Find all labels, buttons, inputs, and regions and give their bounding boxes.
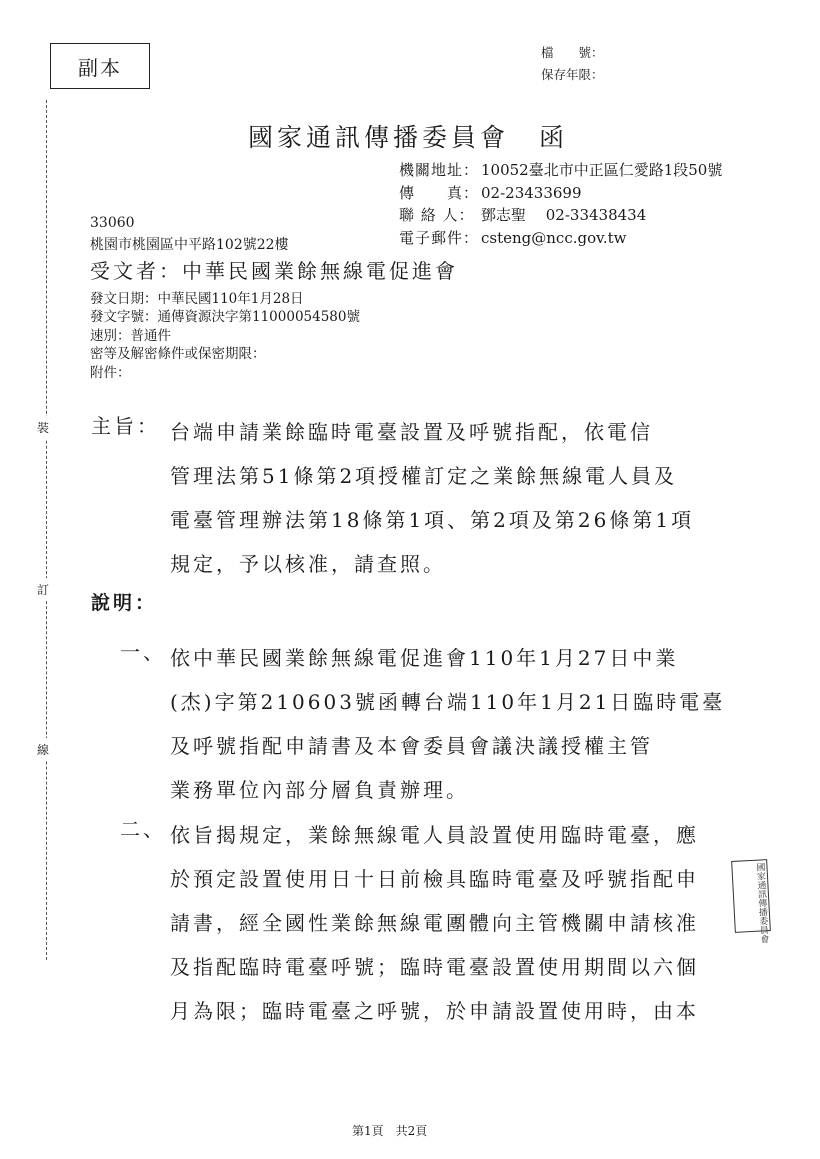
description-line: (杰)字第210603號函轉台端110年1月21日臨時電臺 (170, 690, 726, 714)
binding-mark-xian: 線 (37, 738, 49, 761)
sender-contact-label: 聯 絡 人： (399, 206, 475, 224)
subject-line: 管理法第51條第2項授權訂定之業餘無線電人員及 (170, 464, 678, 488)
document-number: 發文字號：通傳資源決字第11000054580號 (90, 309, 360, 326)
sender-address-label: 機關地址： (399, 161, 480, 179)
copy-label-box (50, 43, 150, 89)
sender-fax: 02-23433699 (481, 183, 582, 202)
description-line: 於預定設置使用日十日前檢具臨時電臺及呼號指配申 (170, 867, 699, 891)
agency-name: 國家通訊傳播委員會 (248, 123, 510, 152)
copy-label: 副本 (78, 55, 122, 80)
sender-contact: 鄧志聖 02-33438434 (481, 206, 647, 224)
sender-email-row (399, 227, 722, 250)
seal-stamp: 國家通訊傳播委員會 (731, 859, 771, 933)
description-line: 及呼號指配申請書及本會委員會議決議授權主管 (170, 734, 653, 758)
sender-email-label: 電子郵件： (399, 228, 480, 247)
delivery-speed: 速別：普通件 (90, 327, 171, 344)
subject-line: 台端申請業餘臨時電臺設置及呼號指配，依電信 (170, 420, 653, 444)
subject-line: 電臺管理辦法第18條第1項、第2項及第26條第1項 (170, 508, 695, 532)
recipient-zip: 33060 (90, 215, 135, 231)
recipient-address: 桃園市桃園區中平路102號22樓 (90, 237, 289, 253)
description-line: 依中華民國業餘無線電促進會110年1月27日中業 (170, 646, 679, 670)
description-line: 及指配臨時電臺呼號；臨時電臺設置使用期間以六個 (170, 955, 699, 979)
retention-period-label: 保存年限： (541, 67, 604, 82)
binding-mark-zhuang: 裝 (37, 416, 49, 439)
subject-label: 主旨： (91, 414, 160, 438)
document-meta (90, 290, 360, 382)
recipient-line: 受文者：中華民國業餘無線電促進會 (90, 259, 458, 283)
sender-info (399, 159, 722, 249)
subject-line: 規定，予以核准，請查照。 (170, 552, 446, 576)
description-line: 月為限；臨時電臺之呼號，於申請設置使用時，由本 (170, 999, 699, 1023)
description-line: 業務單位內部分層負責辦理。 (170, 778, 469, 802)
file-meta (541, 42, 604, 86)
sender-address: 10052臺北市中正區仁愛路1段50號 (481, 161, 723, 179)
file-number-label: 檔 號： (541, 45, 604, 60)
sender-contact-row (399, 204, 722, 227)
description-line: 依旨揭規定，業餘無線電人員設置使用臨時電臺，應 (170, 823, 699, 847)
document-title (248, 118, 568, 154)
description-item-1 (170, 636, 725, 812)
sender-fax-row (399, 182, 722, 205)
description-label: 說明： (91, 592, 158, 614)
description-item-number: 二、 (120, 817, 166, 841)
page-footer: 第1頁 共2頁 (352, 1124, 428, 1138)
sender-email: csteng@ncc.gov.tw (481, 228, 627, 247)
description-line: 請書，經全國性業餘無線電團體向主管機關申請核准 (170, 911, 699, 935)
binding-mark-ding: 訂 (37, 578, 49, 601)
document-type: 函 (539, 123, 569, 152)
description-item-2 (170, 813, 699, 1033)
issue-date: 發文日期：中華民國110年1月28日 (90, 291, 304, 307)
subject-body (170, 410, 694, 586)
sender-fax-label: 傳 真： (399, 183, 480, 202)
secrecy-level: 密等及解密條件或保密期限： (90, 346, 266, 363)
attachments: 附件： (90, 364, 131, 381)
binding-line (46, 100, 47, 960)
sender-address-row (399, 159, 722, 182)
description-item-number: 一、 (120, 640, 166, 664)
